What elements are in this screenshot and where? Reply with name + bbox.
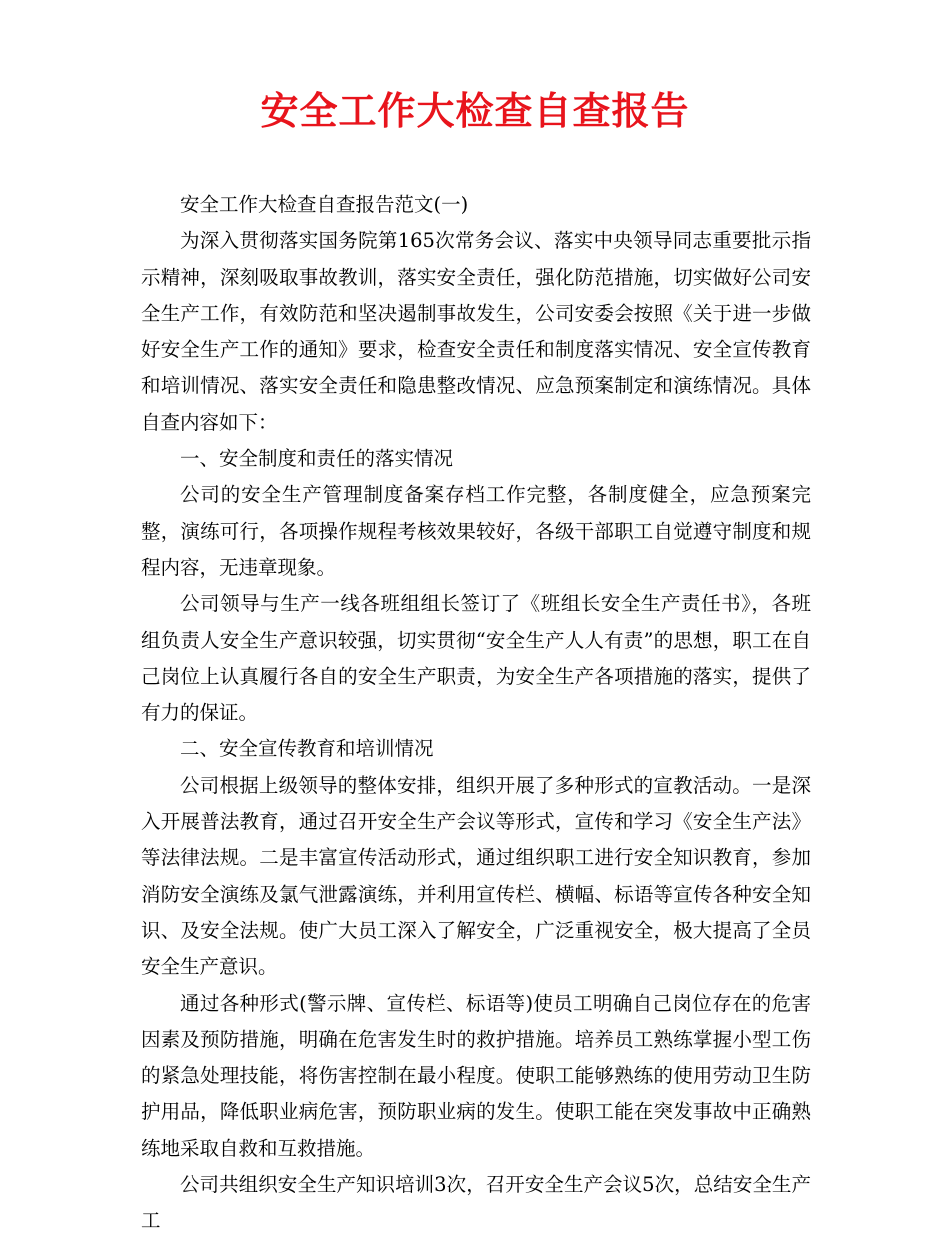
paragraph-2a: 公司根据上级领导的整体安排，组织开展了多种形式的宣教活动。一是深入开展普法教育，通过召开安全生产会议等形式，宣传和学习《安全生产法》等法律法规。二是丰富宣传活动形式，通过组织职工进行安全知识教育，参加消防安全演练及氯气泄露演练，并利用宣传栏、横幅、标语等宣传各种安全知识、及安全法规。使广大员工深入了解安全，广泛重视安全，极大提高了全员安全生产意识。 [141,773,811,979]
document-title: 安全工作大检查自查报告 [260,88,690,133]
paragraph-2b: 通过各种形式(警示牌、宣传栏、标语等)使员工明确自己岗位存在的危害因素及预防措施，明确在危害发生时的救护措施。培养员工熟练掌握小型工伤的紧急处理技能，将伤害控制在最小程度。使职工能够熟练的使用劳动卫生防护用品，降低职业病危害，预防职业病的发生。使职工能在突发事故中正确熟练地采取自救和互救措施。 [141,991,811,1160]
paragraph-1a: 公司的安全生产管理制度备案存档工作完整，各制度健全，应急预案完整，演练可行，各项操作规程考核效果较好，各级干部职工自觉遵守制度和规程内容，无违章现象。 [141,483,811,579]
paragraph-intro: 为深入贯彻落实国务院第165次常务会议、落实中央领导同志重要批示指示精神，深刻吸取事故教训，落实安全责任，强化防范措施，切实做好公司安全生产工作，有效防范和坚决遏制事故发生，公司安委会按照《关于进一步做好安全生产工作的通知》要求，检查安全责任和制度落实情况、安全宣传教育和培训情况、落实安全责任和隐患整改情况、应急预案制定和演练情况。具体自查内容如下： [141,229,811,434]
document-body [141,187,811,1240]
section-heading-example: 安全工作大检查自查报告范文(一) [180,193,469,216]
paragraph-1b: 公司领导与生产一线各班组组长签订了《班组长安全生产责任书》，各班组负责人安全生产意识较强，切实贯彻“安全生产人人有责”的思想，职工在自己岗位上认真履行各自的安全生产职责，为安全生产各项措施的落实，提供了有力的保证。 [141,592,811,725]
section-heading-1: 一、安全制度和责任的落实情况 [180,447,454,471]
paragraph-2c: 公司共组织安全生产知识培训3次，召开安全生产会议5次，总结安全生产工 [141,1173,811,1233]
section-heading-2: 二、安全宣传教育和培训情况 [180,737,434,761]
